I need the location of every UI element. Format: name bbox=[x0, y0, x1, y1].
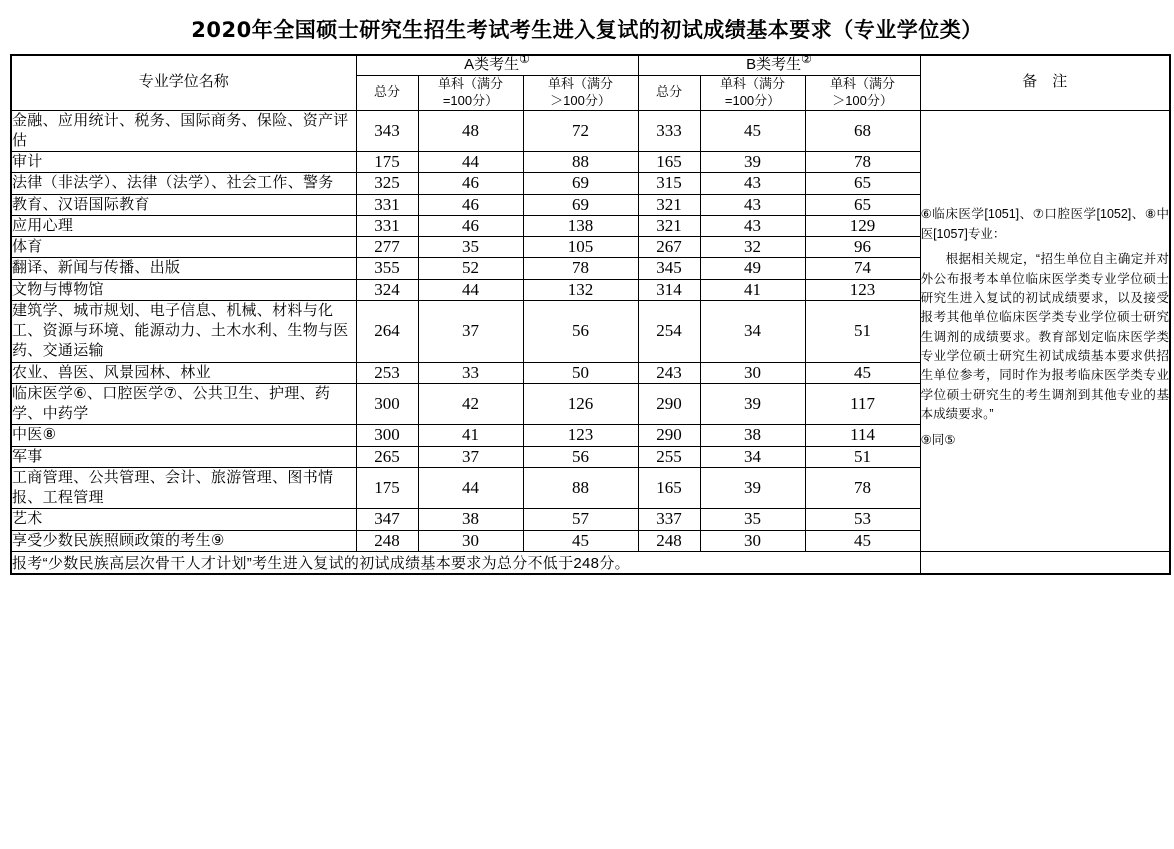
row-b-total: 243 bbox=[638, 362, 700, 383]
row-b-total: 345 bbox=[638, 258, 700, 279]
row-name: 中医⑧ bbox=[11, 425, 356, 446]
row-name: 教育、汉语国际教育 bbox=[11, 194, 356, 215]
row-a-total: 253 bbox=[356, 362, 418, 383]
header-a-total: 总分 bbox=[356, 75, 418, 110]
row-b-singlegt: 117 bbox=[805, 383, 920, 425]
row-a-total: 324 bbox=[356, 279, 418, 300]
row-a-singlegt: 88 bbox=[523, 467, 638, 509]
row-a-single100: 37 bbox=[418, 300, 523, 362]
row-b-single100: 34 bbox=[700, 300, 805, 362]
row-name: 工商管理、公共管理、会计、旅游管理、图书情报、工程管理 bbox=[11, 467, 356, 509]
row-b-singlegt: 51 bbox=[805, 446, 920, 467]
row-b-singlegt: 45 bbox=[805, 362, 920, 383]
row-a-singlegt: 138 bbox=[523, 215, 638, 236]
row-b-single100: 32 bbox=[700, 237, 805, 258]
row-a-single100: 46 bbox=[418, 194, 523, 215]
row-a-total: 343 bbox=[356, 110, 418, 152]
row-a-singlegt: 132 bbox=[523, 279, 638, 300]
header-b-single100-line1: 单科（满分 bbox=[720, 75, 786, 91]
row-name: 艺术 bbox=[11, 509, 356, 530]
row-a-total: 300 bbox=[356, 425, 418, 446]
row-b-single100: 30 bbox=[700, 362, 805, 383]
table-footer-row bbox=[11, 551, 1170, 574]
row-b-total: 315 bbox=[638, 173, 700, 194]
row-a-single100: 46 bbox=[418, 173, 523, 194]
row-b-single100: 39 bbox=[700, 467, 805, 509]
row-b-single100: 34 bbox=[700, 446, 805, 467]
row-a-singlegt: 57 bbox=[523, 509, 638, 530]
row-a-total: 331 bbox=[356, 194, 418, 215]
row-b-singlegt: 65 bbox=[805, 173, 920, 194]
row-b-single100: 49 bbox=[700, 258, 805, 279]
row-b-total: 165 bbox=[638, 467, 700, 509]
row-b-single100: 45 bbox=[700, 110, 805, 152]
row-a-single100: 44 bbox=[418, 467, 523, 509]
row-name: 金融、应用统计、税务、国际商务、保险、资产评估 bbox=[11, 110, 356, 152]
row-a-single100: 44 bbox=[418, 152, 523, 173]
table-row bbox=[11, 110, 1170, 152]
row-b-singlegt: 74 bbox=[805, 258, 920, 279]
row-b-total: 267 bbox=[638, 237, 700, 258]
row-a-total: 248 bbox=[356, 530, 418, 551]
row-a-total: 347 bbox=[356, 509, 418, 530]
row-a-singlegt: 105 bbox=[523, 237, 638, 258]
row-a-total: 175 bbox=[356, 467, 418, 509]
header-b-single100 bbox=[700, 75, 805, 110]
row-a-singlegt: 78 bbox=[523, 258, 638, 279]
remark-line-3: ⑨同⑤ bbox=[920, 432, 956, 447]
header-group-a-sup: ① bbox=[519, 52, 530, 66]
row-b-single100: 38 bbox=[700, 425, 805, 446]
row-b-total: 321 bbox=[638, 215, 700, 236]
row-a-singlegt: 45 bbox=[523, 530, 638, 551]
footer-note: 报考“少数民族高层次骨干人才计划”考生进入复试的初试成绩基本要求为总分不低于248分。 bbox=[11, 551, 920, 574]
row-a-single100: 44 bbox=[418, 279, 523, 300]
row-a-single100: 38 bbox=[418, 509, 523, 530]
row-a-singlegt: 69 bbox=[523, 173, 638, 194]
header-a-single100-line2: =100分） bbox=[442, 92, 499, 108]
row-b-total: 254 bbox=[638, 300, 700, 362]
row-name: 农业、兽医、风景园林、林业 bbox=[11, 362, 356, 383]
remark-line-2: 根据相关规定，“招生单位自主确定并对外公布报考本单位临床医学类专业学位硕士研究生进入复试的初试成绩要求，以及接受报考其他单位临床医学类专业学位硕士研究生调剂的成绩要求。教育部划定临床医学类专业学位硕士研究生初试成绩基本要求供招生单位参考，同时作为报考临床医学类专业学位硕士研究生的考生调剂到其他专业的基本成绩要求。” bbox=[920, 252, 1170, 422]
row-a-singlegt: 126 bbox=[523, 383, 638, 425]
header-a-singlegt-line2: ＞100分） bbox=[550, 92, 611, 108]
page-title: 2020年全国硕士研究生招生考试考生进入复试的初试成绩基本要求（专业学位类） bbox=[191, 18, 983, 42]
row-b-singlegt: 123 bbox=[805, 279, 920, 300]
row-a-single100: 41 bbox=[418, 425, 523, 446]
row-name: 军事 bbox=[11, 446, 356, 467]
row-b-singlegt: 78 bbox=[805, 467, 920, 509]
row-b-total: 255 bbox=[638, 446, 700, 467]
header-group-b bbox=[638, 52, 920, 75]
row-name: 翻译、新闻与传播、出版 bbox=[11, 258, 356, 279]
row-b-single100: 39 bbox=[700, 152, 805, 173]
row-b-single100: 30 bbox=[700, 530, 805, 551]
row-a-single100: 35 bbox=[418, 237, 523, 258]
row-name: 法律（非法学）、法律（法学）、社会工作、警务 bbox=[11, 173, 356, 194]
row-a-total: 264 bbox=[356, 300, 418, 362]
header-b-singlegt bbox=[805, 75, 920, 110]
row-b-singlegt: 96 bbox=[805, 237, 920, 258]
row-a-single100: 46 bbox=[418, 215, 523, 236]
row-b-single100: 43 bbox=[700, 173, 805, 194]
table-header-row-1 bbox=[11, 55, 1170, 75]
header-a-single100-line1: 单科（满分 bbox=[437, 75, 503, 91]
row-b-singlegt: 68 bbox=[805, 110, 920, 152]
header-a-single100 bbox=[418, 75, 523, 110]
row-name: 建筑学、城市规划、电子信息、机械、材料与化工、资源与环境、能源动力、土木水利、生物与医药、交通运输 bbox=[11, 300, 356, 362]
row-b-single100: 35 bbox=[700, 509, 805, 530]
header-group-b-label: B类考生 bbox=[746, 56, 802, 73]
row-name: 文物与博物馆 bbox=[11, 279, 356, 300]
row-a-total: 300 bbox=[356, 383, 418, 425]
row-b-total: 314 bbox=[638, 279, 700, 300]
row-b-singlegt: 51 bbox=[805, 300, 920, 362]
row-a-singlegt: 56 bbox=[523, 446, 638, 467]
row-b-singlegt: 53 bbox=[805, 509, 920, 530]
row-a-total: 265 bbox=[356, 446, 418, 467]
row-b-total: 337 bbox=[638, 509, 700, 530]
row-b-singlegt: 114 bbox=[805, 425, 920, 446]
row-a-singlegt: 56 bbox=[523, 300, 638, 362]
row-a-singlegt: 50 bbox=[523, 362, 638, 383]
row-a-single100: 48 bbox=[418, 110, 523, 152]
row-name: 享受少数民族照顾政策的考生⑨ bbox=[11, 530, 356, 551]
remark-line-1: ⑥临床医学[1051]、⑦口腔医学[1052]、⑧中医[1057]专业： bbox=[920, 207, 1170, 241]
row-a-singlegt: 72 bbox=[523, 110, 638, 152]
row-a-total: 325 bbox=[356, 173, 418, 194]
row-a-single100: 33 bbox=[418, 362, 523, 383]
header-group-a bbox=[356, 52, 638, 75]
row-a-total: 175 bbox=[356, 152, 418, 173]
header-name-label: 专业学位名称 bbox=[138, 73, 229, 91]
row-b-single100: 43 bbox=[700, 194, 805, 215]
row-a-total: 277 bbox=[356, 237, 418, 258]
row-b-total: 333 bbox=[638, 110, 700, 152]
row-b-total: 290 bbox=[638, 383, 700, 425]
row-b-total: 165 bbox=[638, 152, 700, 173]
row-b-singlegt: 45 bbox=[805, 530, 920, 551]
row-a-single100: 42 bbox=[418, 383, 523, 425]
row-b-single100: 41 bbox=[700, 279, 805, 300]
score-table-container bbox=[0, 54, 1174, 575]
header-remark bbox=[920, 55, 1170, 110]
row-a-total: 355 bbox=[356, 258, 418, 279]
row-b-singlegt: 129 bbox=[805, 215, 920, 236]
header-b-single100-line2: =100分） bbox=[724, 92, 781, 108]
header-b-singlegt-line1: 单科（满分 bbox=[830, 75, 896, 91]
score-requirements-table bbox=[10, 54, 1171, 575]
row-b-total: 321 bbox=[638, 194, 700, 215]
header-remark-label: 备 注 bbox=[1022, 73, 1068, 91]
header-group-a-label: A类考生 bbox=[464, 56, 520, 73]
header-a-singlegt bbox=[523, 75, 638, 110]
row-b-singlegt: 65 bbox=[805, 194, 920, 215]
row-name: 体育 bbox=[11, 237, 356, 258]
row-a-single100: 37 bbox=[418, 446, 523, 467]
row-a-singlegt: 69 bbox=[523, 194, 638, 215]
row-a-singlegt: 88 bbox=[523, 152, 638, 173]
header-a-singlegt-line1: 单科（满分 bbox=[548, 75, 614, 91]
header-b-total: 总分 bbox=[638, 75, 700, 110]
row-a-total: 331 bbox=[356, 215, 418, 236]
row-name: 临床医学⑥、口腔医学⑦、公共卫生、护理、药学、中药学 bbox=[11, 383, 356, 425]
header-b-singlegt-line2: ＞100分） bbox=[832, 92, 893, 108]
row-b-singlegt: 78 bbox=[805, 152, 920, 173]
header-group-b-sup: ② bbox=[801, 52, 812, 66]
row-name: 应用心理 bbox=[11, 215, 356, 236]
row-b-total: 290 bbox=[638, 425, 700, 446]
row-b-single100: 39 bbox=[700, 383, 805, 425]
row-a-single100: 30 bbox=[418, 530, 523, 551]
row-a-singlegt: 123 bbox=[523, 425, 638, 446]
footer-remark-empty bbox=[920, 551, 1170, 574]
row-a-single100: 52 bbox=[418, 258, 523, 279]
header-name-col bbox=[11, 55, 356, 110]
remark-cell bbox=[920, 110, 1170, 551]
row-b-total: 248 bbox=[638, 530, 700, 551]
row-name: 审计 bbox=[11, 152, 356, 173]
row-b-single100: 43 bbox=[700, 215, 805, 236]
